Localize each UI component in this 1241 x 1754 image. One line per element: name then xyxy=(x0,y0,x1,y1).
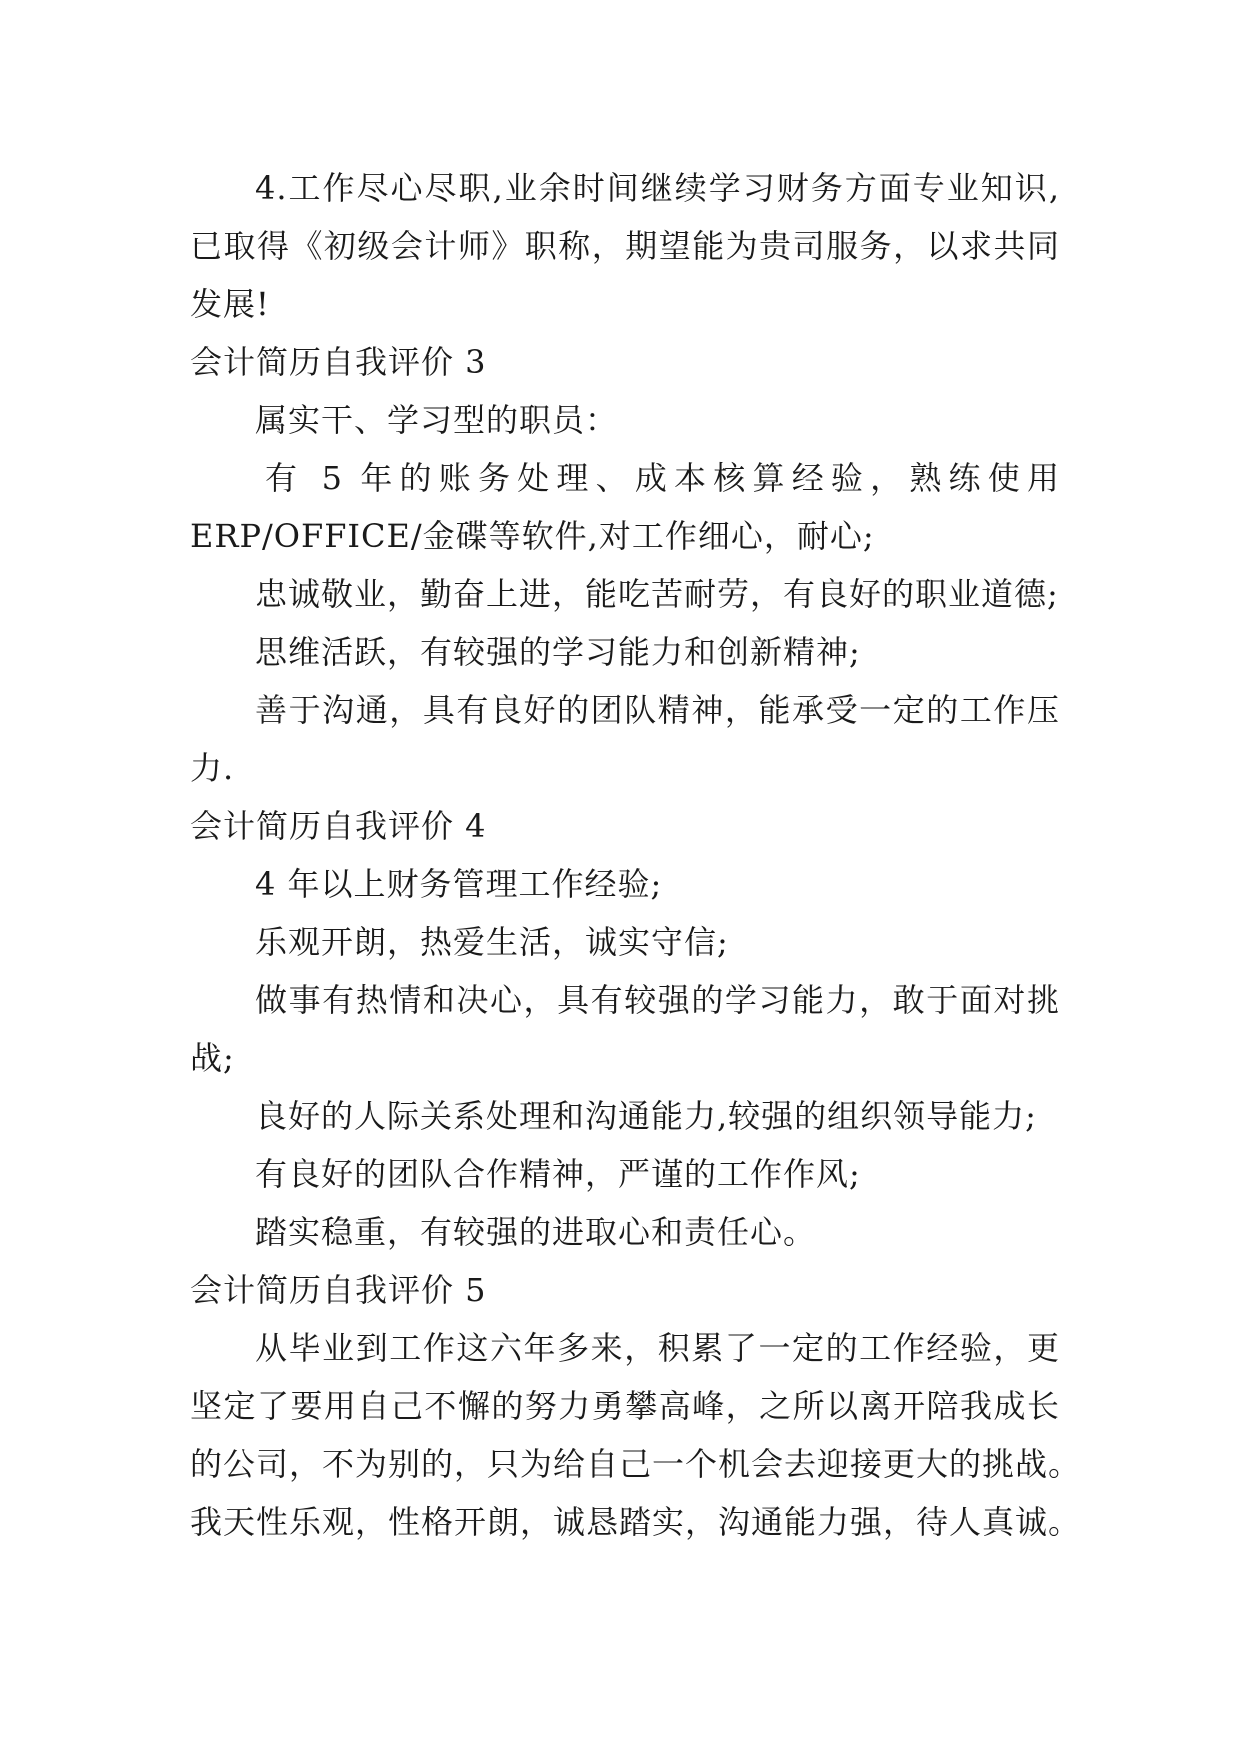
paragraph-line: 力. xyxy=(190,749,235,787)
section-heading: 会计简历自我评价 4 xyxy=(190,807,487,845)
section-heading: 会计简历自我评价 5 xyxy=(190,1271,487,1309)
paragraph-line: 从毕业到工作这六年多来，积累了一定的工作经验，更 xyxy=(255,1329,1060,1367)
paragraph-line: 有良好的团队合作精神，严谨的工作作风; xyxy=(255,1155,861,1193)
paragraph-line: 我天性乐观，性格开朗，诚恳踏实，沟通能力强，待人真诚。 xyxy=(190,1503,1082,1541)
paragraph-line: 的公司，不为别的，只为给自己一个机会去迎接更大的挑战。 xyxy=(190,1445,1082,1483)
paragraph-line: 有 5 年的账务处理、成本核算经验，熟练使用 xyxy=(265,459,1060,497)
paragraph-line: 良好的人际关系处理和沟通能力,较强的组织领导能力; xyxy=(255,1097,1037,1135)
paragraph-line: 战; xyxy=(190,1039,235,1077)
paragraph-line: 乐观开朗，热爱生活，诚实守信; xyxy=(255,923,729,961)
paragraph-line: 发展! xyxy=(190,285,270,323)
paragraph-line: 做事有热情和决心，具有较强的学习能力，敢于面对挑 xyxy=(255,981,1060,1019)
paragraph-line: 善于沟通，具有良好的团队精神，能承受一定的工作压 xyxy=(255,691,1060,729)
paragraph-line: 踏实稳重，有较强的进取心和责任心。 xyxy=(255,1213,817,1251)
paragraph-line: 思维活跃，有较强的学习能力和创新精神; xyxy=(255,633,861,671)
paragraph-line: 属实干、学习型的职员： xyxy=(255,401,619,439)
paragraph-line: ERP/OFFICE/金碟等软件,对工作细心，耐心; xyxy=(190,517,875,555)
section-heading: 会计简历自我评价 3 xyxy=(190,343,487,381)
paragraph-line: 已取得《初级会计师》职称，期望能为贵司服务，以求共同 xyxy=(190,227,1060,265)
paragraph-line: 4.工作尽心尽职,业余时间继续学习财务方面专业知识, xyxy=(255,169,1060,207)
paragraph-line: 忠诚敬业，勤奋上进，能吃苦耐劳，有良好的职业道德; xyxy=(255,575,1059,613)
paragraph-line: 坚定了要用自己不懈的努力勇攀高峰，之所以离开陪我成长 xyxy=(190,1387,1060,1425)
paragraph-line: 4 年以上财务管理工作经验; xyxy=(255,865,663,903)
